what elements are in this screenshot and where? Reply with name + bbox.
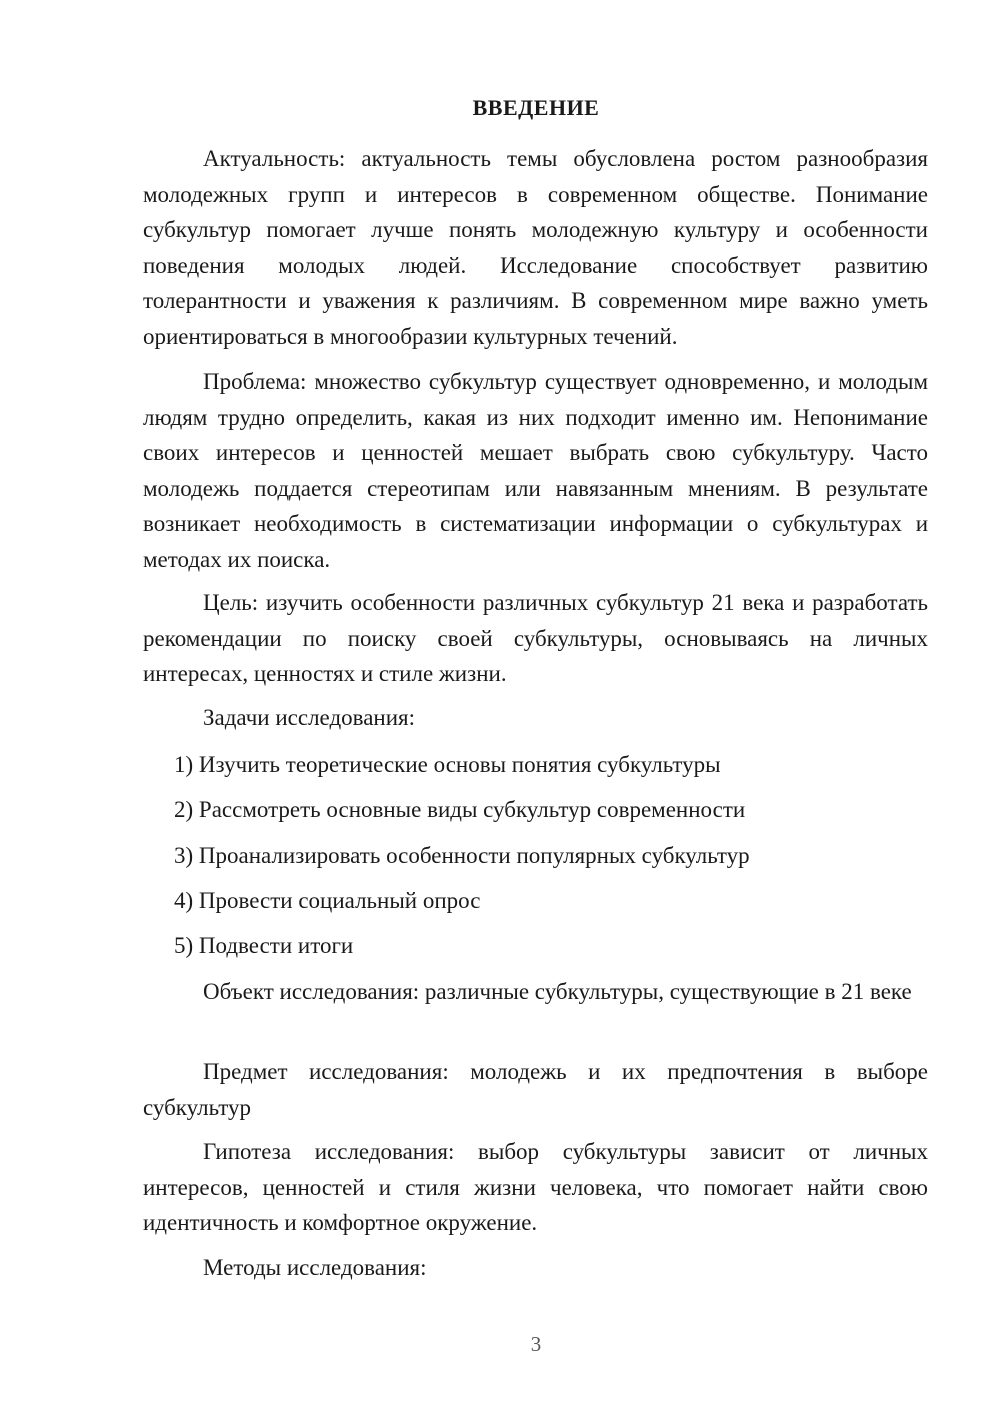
task-list-item-1: 1) Изучить теоретические основы понятия субкультуры: [174, 752, 721, 777]
subject-paragraph: Предмет исследования: молодежь и их предпочтения в выборе субкультур: [143, 1059, 928, 1120]
problem-paragraph: Проблема: множество субкультур существует одновременно, и молодым людям трудно определить, какая из них подходит именно им. Непонимание своих интересов и ценностей мешает выбрать свою субкультуру. Часто молодежь поддается стереотипам или навязанным мнениям. В результате возникает необходимость в систематизации информации о субкультурах и методах их поиска.: [143, 369, 928, 572]
task-list-item-4: 4) Провести социальный опрос: [174, 888, 481, 913]
goal-paragraph: Цель: изучить особенности различных субкультур 21 века и разработать рекомендации по поиску своей субкультуры, основываясь на личных интересах, ценностях и стиле жизни.: [143, 590, 928, 686]
page-heading: ВВЕДЕНИЕ: [472, 95, 600, 120]
hypothesis-paragraph: Гипотеза исследования: выбор субкультуры зависит от личных интересов, ценностей и стиля жизни человека, что помогает найти свою идентичность и комфортное окружение.: [143, 1139, 928, 1235]
tasks-title: Задачи исследования:: [203, 705, 416, 730]
task-list-item-2: 2) Рассмотреть основные виды субкультур современности: [174, 797, 746, 822]
methods-title: Методы исследования:: [203, 1255, 427, 1280]
relevance-paragraph: Актуальность: актуальность темы обусловлена ростом разнообразия молодежных групп и интересов в современном обществе. Понимание субкультур помогает лучше понять молодежную культуру и особенности поведения молодых людей. Исследование способствует развитию толерантности и уважения к различиям. В современном мире важно уметь ориентироваться в многообразии культурных течений.: [143, 146, 928, 349]
task-list-item-3: 3) Проанализировать особенности популярных субкультур: [174, 843, 750, 868]
page-number: 3: [530, 1332, 542, 1356]
task-list-item-5: 5) Подвести итоги: [174, 933, 354, 958]
object-paragraph: Объект исследования: различные субкультуры, существующие в 21 веке: [203, 979, 912, 1004]
